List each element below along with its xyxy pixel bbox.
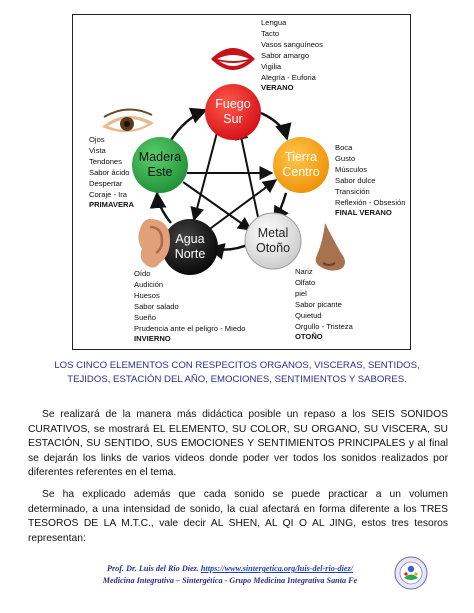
list-item: Coraje - Ira	[89, 189, 127, 199]
arrow-wood-to-fire	[168, 110, 206, 145]
list-item: Huesos	[134, 290, 160, 300]
body-paragraph: Se realizará de la manera más didáctica posible un repaso a los SEIS SONIDOS CURATIVOS, se mostrará EL ELEMENTO, SU COLOR, SU ORGANO, SU VISCERA, SU ESTACIÓN, SU SENTIDO, SUS EMOCIONES Y SENTIMIENTOS PRINCIPALES y al final se dejarán los links de varios videos donde poder ver todos los sonidos realizados por diferentes referentes en el tema.	[28, 409, 448, 479]
list-item: Sueño	[134, 312, 156, 322]
list-item: Orgullo - Tristeza	[295, 321, 353, 331]
list-item: Músculos	[335, 164, 368, 174]
agua-list	[134, 269, 245, 345]
season-label: INVIERNO	[134, 334, 171, 344]
list-item: Alegría - Euforia	[261, 72, 316, 82]
body-paragraph: Se ha explicado además que cada sonido se puede practicar a un volumen determinado, a una intensidad de sonido, la cual afectará en forma diferente a los TRES TESOROS DE LA M.T.C., vale decir AL SHEN, AL QI O AL JING, estos tres tesoros representan:	[28, 489, 448, 544]
svg-text:Sur: Sur	[223, 112, 243, 126]
arrow-water-to-wood	[157, 193, 171, 223]
list-item: Quietud	[295, 310, 322, 320]
footer-link[interactable]: https://www.sintergetica.org/luis-del-rio-diez/	[200, 564, 354, 573]
svg-text:Otoño: Otoño	[255, 241, 291, 255]
list-item: Tendones	[89, 156, 122, 166]
list-item: Prudencia ante el peligro - Miedo	[134, 323, 246, 333]
five-elements-diagram	[72, 14, 411, 350]
season-label: FINAL VERANO	[335, 208, 392, 218]
list-item: Olfato	[295, 277, 316, 287]
svg-text:Agua: Agua	[175, 232, 205, 246]
list-item: Oído	[134, 269, 151, 278]
list-item: Transición	[335, 186, 370, 196]
arrow-fire-to-earth	[261, 113, 287, 139]
tierra-list	[335, 143, 406, 219]
madera-list	[89, 135, 134, 211]
footer-affiliation: Medicina Integrativa – Sintergética - Grupo Medicina Integrativa Santa Fe	[102, 576, 358, 585]
list-item: Sabor ácido	[89, 167, 130, 177]
metal-list	[295, 267, 353, 343]
svg-text:Norte: Norte	[174, 247, 206, 261]
node-agua	[162, 219, 218, 275]
list-item: Sabor dulce	[335, 175, 376, 185]
list-item: Vigilia	[261, 61, 282, 71]
nose-icon	[316, 223, 345, 271]
list-item: piel	[295, 288, 307, 298]
page-footer	[60, 563, 400, 587]
list-item: Vista	[89, 145, 106, 155]
mouth-icon	[211, 48, 255, 70]
svg-text:Madera: Madera	[138, 150, 182, 164]
svg-text:Metal: Metal	[257, 226, 289, 240]
eye-icon	[102, 109, 154, 132]
svg-text:Tierra: Tierra	[284, 150, 318, 164]
list-item: Vasos sanguíneos	[261, 39, 323, 49]
node-tierra	[273, 137, 329, 193]
ear-icon	[138, 219, 170, 268]
list-item: Sabor picante	[295, 299, 342, 309]
season-label: VERANO	[261, 83, 294, 93]
list-item: Lengua	[261, 18, 287, 27]
fuego-list	[261, 18, 323, 94]
footer-author: Prof. Dr. Luis del Rio Díez.	[106, 564, 199, 573]
list-item: Despertar	[89, 178, 123, 188]
caption-line: TEJIDOS, ESTACIÓN DEL AÑO, EMOCIONES, SENTIMIENTOS Y SABORES.	[67, 374, 407, 385]
node-madera	[132, 137, 188, 193]
svg-text:Este: Este	[147, 165, 173, 179]
list-item: Reflexión - Obsesión	[335, 197, 406, 207]
list-item: Tacto	[261, 28, 280, 38]
season-label: OTOÑO	[295, 332, 323, 342]
caption-line: LOS CINCO ELEMENTOS CON RESPECITOS ORGANOS, VISCERAS, SENTIDOS,	[54, 360, 420, 371]
list-item: Boca	[335, 143, 353, 152]
list-item: Audición	[134, 279, 164, 289]
svg-text:Fuego: Fuego	[215, 97, 251, 111]
node-fuego	[205, 84, 261, 140]
svg-text:Centro: Centro	[282, 165, 320, 179]
institution-logo	[394, 556, 428, 590]
list-item: Gusto	[335, 153, 356, 163]
season-label: PRIMAVERA	[89, 200, 135, 210]
list-item: Sabor salado	[134, 301, 179, 311]
list-item: Nariz	[295, 267, 313, 276]
list-item: Sabor amargo	[261, 50, 310, 60]
list-item: Ojos	[89, 135, 105, 144]
node-metal	[245, 213, 301, 269]
diagram-caption	[40, 359, 434, 387]
